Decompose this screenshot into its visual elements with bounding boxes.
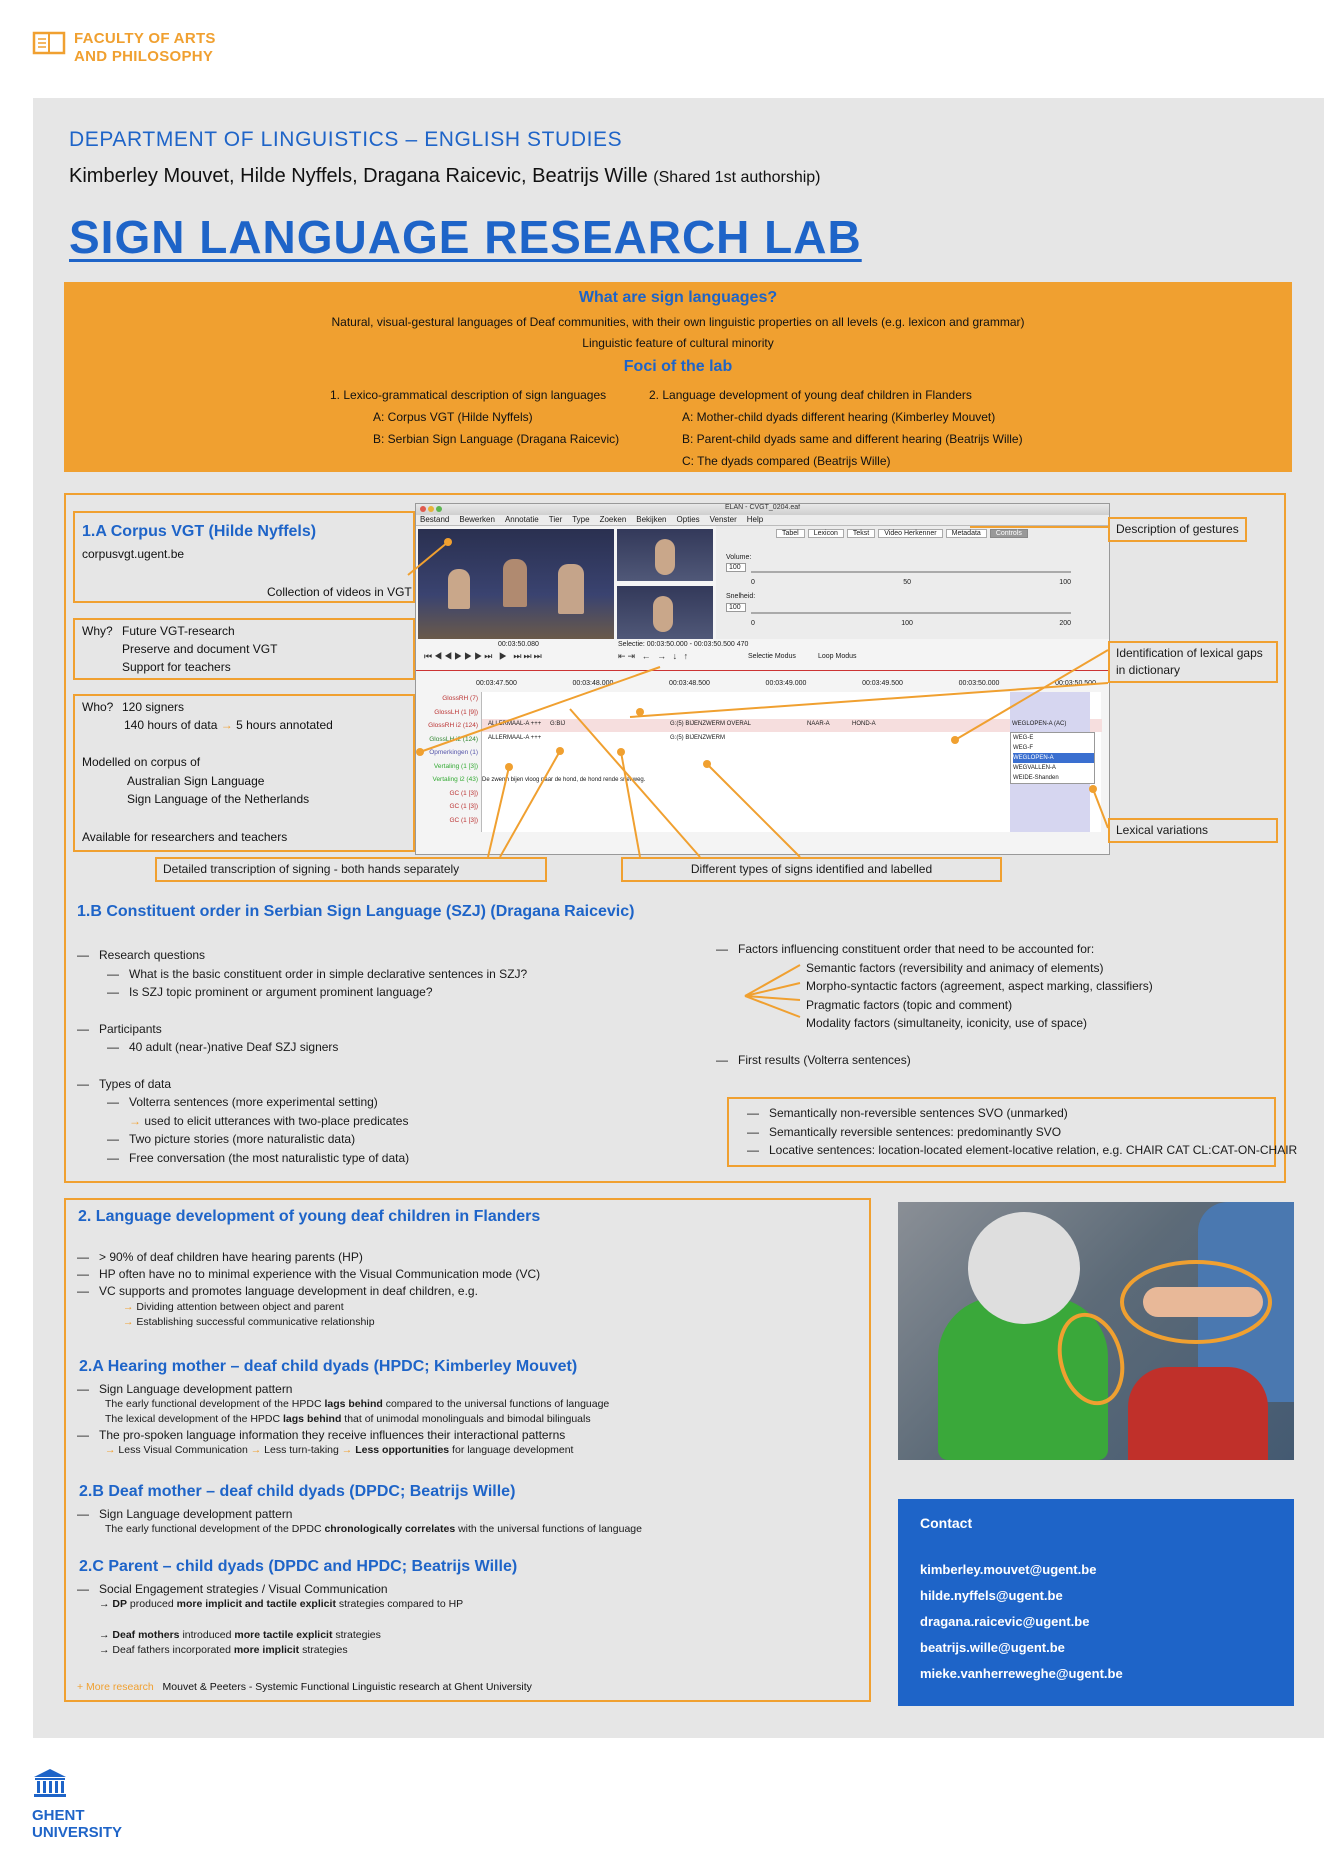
authors-note: (Shared 1st authorship): [653, 169, 821, 186]
dropdown-option[interactable]: WEIDE-Shanden: [1013, 775, 1059, 781]
dash-icon: —: [77, 948, 89, 962]
s2c-1a-bold1: DP: [112, 1598, 128, 1610]
dash-icon: —: [747, 1143, 759, 1157]
arrow-icon: →: [220, 718, 233, 732]
speed-field[interactable]: 100: [726, 603, 746, 612]
tab-tabel[interactable]: Tabel: [776, 529, 805, 538]
selection-buttons[interactable]: ⇤⇥ ← → ↓ ↑: [618, 651, 691, 661]
s2b-1: Sign Language development pattern: [99, 1507, 293, 1521]
s2a-2b: Less turn-taking: [264, 1444, 339, 1456]
modelled: Modelled on corpus of: [82, 755, 201, 769]
videos-caption: Collection of videos in VGT: [267, 585, 412, 599]
university-building-icon: [32, 1768, 68, 1798]
modelled-1: Australian Sign Language: [127, 774, 265, 788]
s2a-title: 2.A Hearing mother – deaf child dyads (HPDC; Kimberley Mouvet): [79, 1358, 578, 1375]
selection-display: Selectie: 00:03:50.000 - 00:03:50.500 470: [618, 641, 749, 648]
tick: 100: [1059, 579, 1071, 586]
annotation[interactable]: G:BIJ: [550, 721, 566, 727]
s2a-list: [77, 1381, 609, 1458]
annotation[interactable]: WEGLOPEN-A (AC): [1012, 721, 1067, 727]
s2-title: 2. Language development of young deaf children in Flanders: [78, 1208, 541, 1225]
speed-label: Snelheid:: [726, 593, 756, 600]
volume-field[interactable]: 100: [726, 563, 746, 572]
author-names: Kimberley Mouvet, Hilde Nyffels, Dragana Raicevic, Beatrijs Wille: [69, 165, 648, 187]
results-list: [747, 1104, 1297, 1160]
dash-icon: —: [77, 1582, 89, 1596]
factor-3: Pragmatic factors (topic and comment): [806, 997, 1013, 1012]
s2b-list: [77, 1506, 642, 1537]
dropdown-option[interactable]: WEGVALLEN-A: [1013, 765, 1056, 771]
tab-lexicon[interactable]: Lexicon: [808, 529, 844, 538]
dash-icon: —: [716, 942, 728, 956]
dash-icon: —: [77, 1267, 89, 1281]
foci-title: Foci of the lab: [623, 358, 733, 375]
s2a-1b-bold: lags behind: [283, 1413, 342, 1425]
time-tick: 00:03:50.500: [1055, 680, 1096, 687]
more-research-link[interactable]: + More research: [77, 1681, 154, 1693]
time-tick: 00:03:49.500: [862, 680, 903, 687]
tick: 0: [751, 579, 755, 586]
first-results: First results (Volterra sentences): [738, 1052, 911, 1067]
s2a-1a-post: compared to the universal functions of language: [382, 1398, 610, 1410]
foci-left-b: B: Serbian Sign Language (Dragana Raicevic): [373, 432, 620, 446]
dash-icon: —: [77, 1021, 89, 1036]
loop-mode-checkbox[interactable]: Loop Modus: [818, 653, 857, 660]
s2a-2a: Less Visual Communication: [118, 1444, 248, 1456]
s2-bullet-3b: Establishing successful communicative relationship: [136, 1316, 375, 1328]
s2c-1c-pre: Deaf fathers incorporated: [112, 1644, 234, 1656]
tick: 0: [751, 620, 755, 627]
dash-icon: —: [107, 1040, 119, 1054]
s2a-2c-bold: Less opportunities: [355, 1444, 450, 1456]
dash-icon: —: [77, 1284, 89, 1298]
tab-metadata[interactable]: Metadata: [946, 529, 987, 538]
label-transcription: Detailed transcription of signing - both hands separately: [155, 857, 547, 882]
s1b-title: 1.B Constituent order in Serbian Sign Language (SZJ) (Dragana Raicevic): [77, 903, 635, 920]
dash-icon: —: [747, 1106, 759, 1120]
annotation[interactable]: G:(5) BIJENZWERM: [670, 735, 725, 741]
label-desc-gestures: Description of gestures: [1108, 517, 1247, 542]
menu-item[interactable]: Venster: [709, 515, 737, 524]
s2a-1b-pre: The lexical development of the HPDC: [105, 1413, 284, 1425]
what-title: What are sign languages?: [578, 289, 778, 306]
why-item: Support for teachers: [122, 660, 231, 674]
time-tick: 00:03:47.500: [476, 680, 517, 687]
s2-bullet-3: VC supports and promotes language development in deaf children, e.g.: [99, 1284, 478, 1298]
email-link[interactable]: hilde.nyffels@ugent.be: [920, 1588, 1063, 1603]
rq-label: Research questions: [99, 948, 206, 962]
time-display: 00:03:50.080: [498, 641, 539, 648]
arrow-icon: →: [123, 1316, 137, 1328]
arrow-icon: →: [250, 1444, 265, 1456]
time-tick: 00:03:48.000: [572, 680, 614, 687]
tier-name[interactable]: Opmerkingen (1): [429, 749, 478, 756]
arrow-icon: →: [123, 1301, 137, 1313]
ghent-line1: GHENT: [32, 1807, 85, 1824]
s2c-list: — Social Engagement strategies / Visual Communication → DP produced more implicit and tactile explicit strategies compared to HP → Deaf mothers introduced more tactile explicit strategies → Deaf fathers incorporated more implicit strategies: [77, 1582, 464, 1656]
why-item: Future VGT-research: [122, 624, 235, 638]
s2-bullet-1: > 90% of deaf children have hearing parents (HP): [99, 1250, 363, 1264]
hand-highlights: [898, 1202, 1294, 1460]
lex-gaps-line1: Identification of lexical gaps: [1116, 646, 1263, 660]
ghent-line2: UNIVERSITY: [32, 1824, 123, 1841]
annotation[interactable]: NAAR-A: [807, 721, 830, 727]
department: DEPARTMENT OF LINGUISTICS – ENGLISH STUDIES: [69, 128, 623, 151]
s2c-title: 2.C Parent – child dyads (DPDC and HPDC; Beatrijs Wille): [79, 1558, 518, 1575]
tier-name[interactable]: GlossRH (7): [442, 695, 478, 702]
menu-item[interactable]: Bekijken: [636, 515, 667, 524]
time-tick: 00:03:49.000: [765, 680, 807, 687]
what-line2: Linguistic feature of cultural minority: [582, 336, 774, 350]
s2a-1a-bold: lags behind: [324, 1398, 383, 1410]
foci-right-b: B: Parent-child dyads same and different hearing (Beatrijs Wille): [682, 432, 1023, 446]
tier-name[interactable]: GlossLH i2 (124): [429, 735, 478, 743]
menu-item[interactable]: Tier: [548, 515, 563, 524]
result-2: Semantically reversible sentences: predominantly SVO: [769, 1124, 1062, 1139]
dash-icon: —: [77, 1507, 89, 1521]
foci-left-1: 1. Lexico-grammatical description of sign languages: [330, 388, 607, 402]
dash-icon: —: [77, 1382, 89, 1396]
annotation-translation[interactable]: De zwerm bijen vloog naar de hond, de hond rende snel weg.: [482, 777, 646, 783]
modelled-2: Sign Language of the Netherlands: [127, 792, 310, 806]
who-hours: 140 hours of data: [124, 718, 218, 732]
selection-mode-checkbox[interactable]: Selectie Modus: [748, 653, 796, 660]
more-research-ref: Mouvet & Peeters - Systemic Functional Linguistic research at Ghent University: [162, 1681, 532, 1693]
time-tick: 00:03:48.500: [669, 680, 710, 687]
email-link[interactable]: mieke.vanherreweghe@ugent.be: [920, 1666, 1123, 1681]
s2b-1a-post: with the universal functions of language: [455, 1523, 642, 1535]
tab-controls[interactable]: Controls: [990, 529, 1028, 538]
email-link[interactable]: dragana.raicevic@ugent.be: [920, 1614, 1090, 1629]
tick: 100: [901, 620, 913, 627]
s2c-1a-mid: produced: [127, 1598, 177, 1610]
type-1a: used to elicit utterances with two-place predicates: [144, 1113, 409, 1128]
tab-tekst[interactable]: Tekst: [847, 529, 875, 538]
dash-icon: —: [107, 1095, 119, 1109]
dash-icon: —: [716, 1052, 728, 1067]
arrow-icon: →: [105, 1444, 119, 1456]
dash-icon: —: [77, 1076, 89, 1091]
foci-right-a: A: Mother-child dyads different hearing (Kimberley Mouvet): [682, 410, 996, 424]
s2b-title: 2.B Deaf mother – deaf child dyads (DPDC; Beatrijs Wille): [79, 1483, 516, 1500]
ghent-university-logo: [32, 1768, 122, 1841]
available: Available for researchers and teachers: [82, 830, 288, 844]
factors-label: Factors influencing constituent order that need to be accounted for:: [738, 942, 1095, 956]
s2b-1a-bold: chronologically correlates: [324, 1523, 456, 1535]
dash-icon: —: [77, 1428, 89, 1442]
dash-icon: —: [77, 1250, 89, 1264]
s2c-1b-mid: introduced: [179, 1629, 235, 1641]
s2a-1a-pre: The early functional development of the HPDC: [105, 1398, 325, 1410]
menu-item[interactable]: Help: [746, 515, 764, 524]
contact-emails: [920, 1557, 1123, 1687]
more-research: [77, 1680, 532, 1695]
s1a-title: 1.A Corpus VGT (Hilde Nyffels): [82, 523, 317, 540]
what-line1: Natural, visual-gestural languages of Deaf communities, with their own linguistic properties on all levels (e.g. lexicon and grammar): [331, 315, 1025, 329]
elan-title: ELAN - CVGT_0204.eaf: [724, 504, 801, 511]
arrow-icon: →: [341, 1444, 356, 1456]
annotation[interactable]: ALLERMAAL-A +++: [488, 735, 542, 741]
factor-4: Modality factors (simultaneity, iconicity, use of space): [806, 1016, 1087, 1030]
contact-title: Contact: [920, 1515, 973, 1531]
s1b-left-list: [77, 946, 527, 1167]
annotation[interactable]: HOND-A: [852, 721, 876, 727]
email-link[interactable]: kimberley.mouvet@ugent.be: [920, 1562, 1097, 1577]
menu-item[interactable]: Type: [572, 515, 590, 524]
foci-left-a: A: Corpus VGT (Hilde Nyffels): [373, 410, 533, 424]
menu-item[interactable]: Bewerken: [459, 515, 495, 524]
menu-item[interactable]: Bestand: [420, 515, 450, 524]
s2a-1: Sign Language development pattern: [99, 1382, 293, 1396]
s2c-1a-post: strategies compared to HP: [335, 1598, 464, 1610]
tab-video-herkenner[interactable]: Video Herkenner: [878, 529, 942, 538]
label-sign-types: Different types of signs identified and labelled: [621, 857, 1002, 882]
participants-1: 40 adult (near-)native Deaf SZJ signers: [129, 1040, 339, 1054]
tier-name[interactable]: Vertaling i2 (43): [432, 776, 478, 783]
dropdown-option[interactable]: WEG-F: [1013, 745, 1033, 751]
s2-bullet-2: HP often have no to minimal experience with the Visual Communication mode (VC): [99, 1267, 541, 1281]
why-item: Preserve and document VGT: [122, 642, 278, 656]
menu-item[interactable]: Annotatie: [504, 515, 539, 524]
time-tick: 00:03:50.000: [958, 680, 1000, 687]
s2c-1b-post: strategies: [332, 1629, 381, 1641]
types-label: Types of data: [99, 1076, 172, 1091]
arrow-icon: →: [129, 1113, 145, 1128]
who-label: Who?: [82, 700, 114, 714]
tier-name[interactable]: GlossLH (1 [9]): [434, 708, 478, 716]
factor-2: Morpho-syntactic factors (agreement, aspect marking, classifiers): [806, 979, 1153, 993]
foci-right-2: 2. Language development of young deaf children in Flanders: [649, 388, 972, 402]
who-1: 120 signers: [122, 700, 185, 714]
s2c-1b-bold1: Deaf mothers: [112, 1629, 180, 1641]
s2a-2: The pro-spoken language information they receive influences their interactional patterns: [99, 1428, 566, 1442]
s2a-2c-post: for language development: [449, 1444, 574, 1456]
foci-right-c: C: The dyads compared (Beatrijs Wille): [682, 454, 891, 468]
tick: 200: [1059, 620, 1071, 627]
s2c-1a-bold2: more implicit and tactile explicit: [176, 1598, 336, 1610]
contact-box: [898, 1499, 1294, 1706]
corpus-url: corpusvgt.ugent.be: [82, 547, 185, 561]
dash-icon: —: [107, 1150, 119, 1165]
type-3: Free conversation (the most naturalistic type of data): [129, 1150, 410, 1165]
annotation[interactable]: ALLERMAAL-A +++: [488, 721, 542, 727]
playback-buttons[interactable]: ⏮◀◀▶▶▶⏭ ▶ ⏭⏭⏭: [424, 651, 544, 661]
result-1: Semantically non-reversible sentences SVO (unmarked): [769, 1106, 1068, 1120]
dash-icon: —: [107, 985, 119, 999]
rq-1: What is the basic constituent order in simple declarative sentences in SZJ?: [129, 966, 528, 981]
tier-name[interactable]: GC (1 [3]): [449, 816, 478, 824]
tier-name[interactable]: GlossRH i2 (124): [428, 722, 478, 729]
volume-label: Volume:: [726, 554, 752, 561]
tier-name[interactable]: Vertaling (1 [3]): [433, 762, 478, 770]
tick: 50: [903, 579, 911, 586]
s1b-right-list: [716, 940, 1153, 1069]
faculty-line1: FACULTY OF ARTS: [74, 30, 216, 47]
factor-1: Semantic factors (reversibility and animacy of elements): [806, 960, 1104, 975]
dash-icon: —: [107, 966, 119, 981]
s2c-1b-bold2: more tactile explicit: [234, 1629, 333, 1641]
participants-label: Participants: [99, 1021, 162, 1036]
rq-2: Is SZJ topic prominent or argument prominent language?: [129, 985, 433, 999]
menu-item[interactable]: Zoeken: [599, 515, 627, 524]
faculty-line2: AND PHILOSOPHY: [74, 48, 214, 65]
dropdown-option-selected[interactable]: WEGLOPEN-A: [1013, 753, 1094, 763]
menu-item[interactable]: Opties: [676, 515, 700, 524]
result-3: Locative sentences: location-located element-locative relation, e.g. CHAIR CAT CL:CAT-ON-CHAIR: [769, 1143, 1298, 1157]
tier-name[interactable]: GC (1 [3]): [449, 789, 478, 797]
s2c-1c-post: strategies: [299, 1644, 348, 1656]
s2-intro-list: [77, 1249, 540, 1330]
s2b-1a-pre: The early functional development of the DPDC: [105, 1523, 325, 1535]
dash-icon: —: [747, 1124, 759, 1139]
s2c-1: Social Engagement strategies / Visual Communication: [99, 1582, 388, 1596]
type-2: Two picture stories (more naturalistic data): [129, 1132, 356, 1146]
s2-bullet-3a: Dividing attention between object and parent: [136, 1301, 344, 1313]
type-1: Volterra sentences (more experimental setting): [129, 1095, 378, 1109]
label-lex-var: Lexical variations: [1108, 818, 1278, 843]
photo-mother-child: [898, 1202, 1294, 1460]
lex-gaps-line2: in dictionary: [1116, 663, 1181, 677]
email-link[interactable]: beatrijs.wille@ugent.be: [920, 1640, 1065, 1655]
s2c-1c-bold: more implicit: [233, 1644, 300, 1656]
why-label: Why?: [82, 624, 113, 638]
who-annotated: 5 hours annotated: [236, 718, 333, 732]
page-title: SIGN LANGUAGE RESEARCH LAB: [69, 211, 862, 263]
dropdown-option[interactable]: WEG-E: [1013, 735, 1034, 741]
tier-name[interactable]: GC (1 [3]): [449, 803, 478, 810]
s2a-1b-post: that of unimodal monolinguals and bimodal bilinguals: [341, 1413, 591, 1425]
dash-icon: —: [107, 1132, 119, 1146]
annotation[interactable]: G:(5) BIJENZWERM OVERAL: [670, 721, 752, 727]
